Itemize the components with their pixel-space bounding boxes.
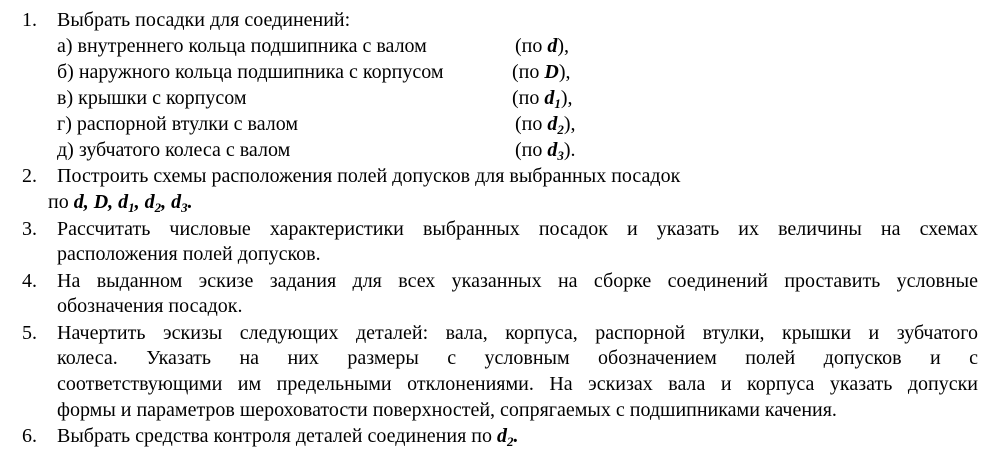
list-item-3 [0,216,1000,242]
list-item-6 [0,423,1000,449]
subitem-text: г) распорной втулки с валом [57,113,299,135]
subitem-d [0,111,1000,137]
item-text: Выбрать посадки для соединений: [57,9,351,31]
list-item-4 [0,268,1000,294]
list-item-1 [0,7,1000,33]
item-text: расположения полей допусков. [57,243,321,265]
subitem-text: в) крышки с корпусом [57,87,247,109]
subitem-text: а) внутреннего кольца подшипника с валом [57,35,427,57]
list-item-5 [0,320,1000,346]
item-number: 4. [22,270,37,292]
item-text: колеса. Указать на них размеры с условным обозначением полей допусков и с [57,347,978,369]
list-item-5-continuation [0,397,1000,423]
list-item-2-continuation [0,189,1000,215]
item-text: На выданном эскизе задания для всех указанных на сборке соединений проставить условные [57,270,978,292]
list-item-5-continuation [0,371,1000,397]
list-item-5-continuation [0,345,1000,371]
item-variables: по d, D, $d_1$, $d_2$, $d_3$. [48,191,193,215]
subitem-reference: (по d), [515,35,570,57]
subitem-reference: (по $d_2$), [515,113,576,137]
item-text: обозначения посадок. [57,295,243,317]
item-number: 5. [22,322,37,344]
item-text: соответствующими им предельными отклонениями. На эскизах вала и корпуса указать допуски [57,373,978,395]
subitem-b [0,59,1000,85]
subitem-text: д) зубчатого колеса с валом [57,139,291,161]
subitem-text: б) наружного кольца подшипника с корпусом [57,61,444,83]
item-text: Построить схемы расположения полей допусков для выбранных посадок [57,165,681,187]
subitem-a [0,33,1000,59]
item-number: 1. [22,9,37,31]
item-number: 2. [22,165,37,187]
item-number: 6. [22,425,37,447]
list-item-3-continuation [0,241,1000,267]
subitem-reference: (по $d_3$). [515,139,576,163]
subitem-reference: (по $d_1$), [512,87,573,111]
item-text: Начертить эскизы следующих деталей: вала, корпуса, распорной втулки, крышки и зубчатого [57,322,978,344]
item-text: Выбрать средства контроля деталей соединения по $d_2$. [57,425,519,449]
list-item-4-continuation [0,293,1000,319]
subitem-reference: (по D), [512,61,571,83]
list-item-2 [0,163,1000,189]
item-text: формы и параметров шероховатости поверхностей, сопрягаемых с подшипниками качения. [57,399,837,421]
subitem-c [0,85,1000,111]
subitem-e [0,137,1000,163]
item-number: 3. [22,218,37,240]
item-text: Рассчитать числовые характеристики выбранных посадок и указать их величины на схемах [57,218,978,240]
